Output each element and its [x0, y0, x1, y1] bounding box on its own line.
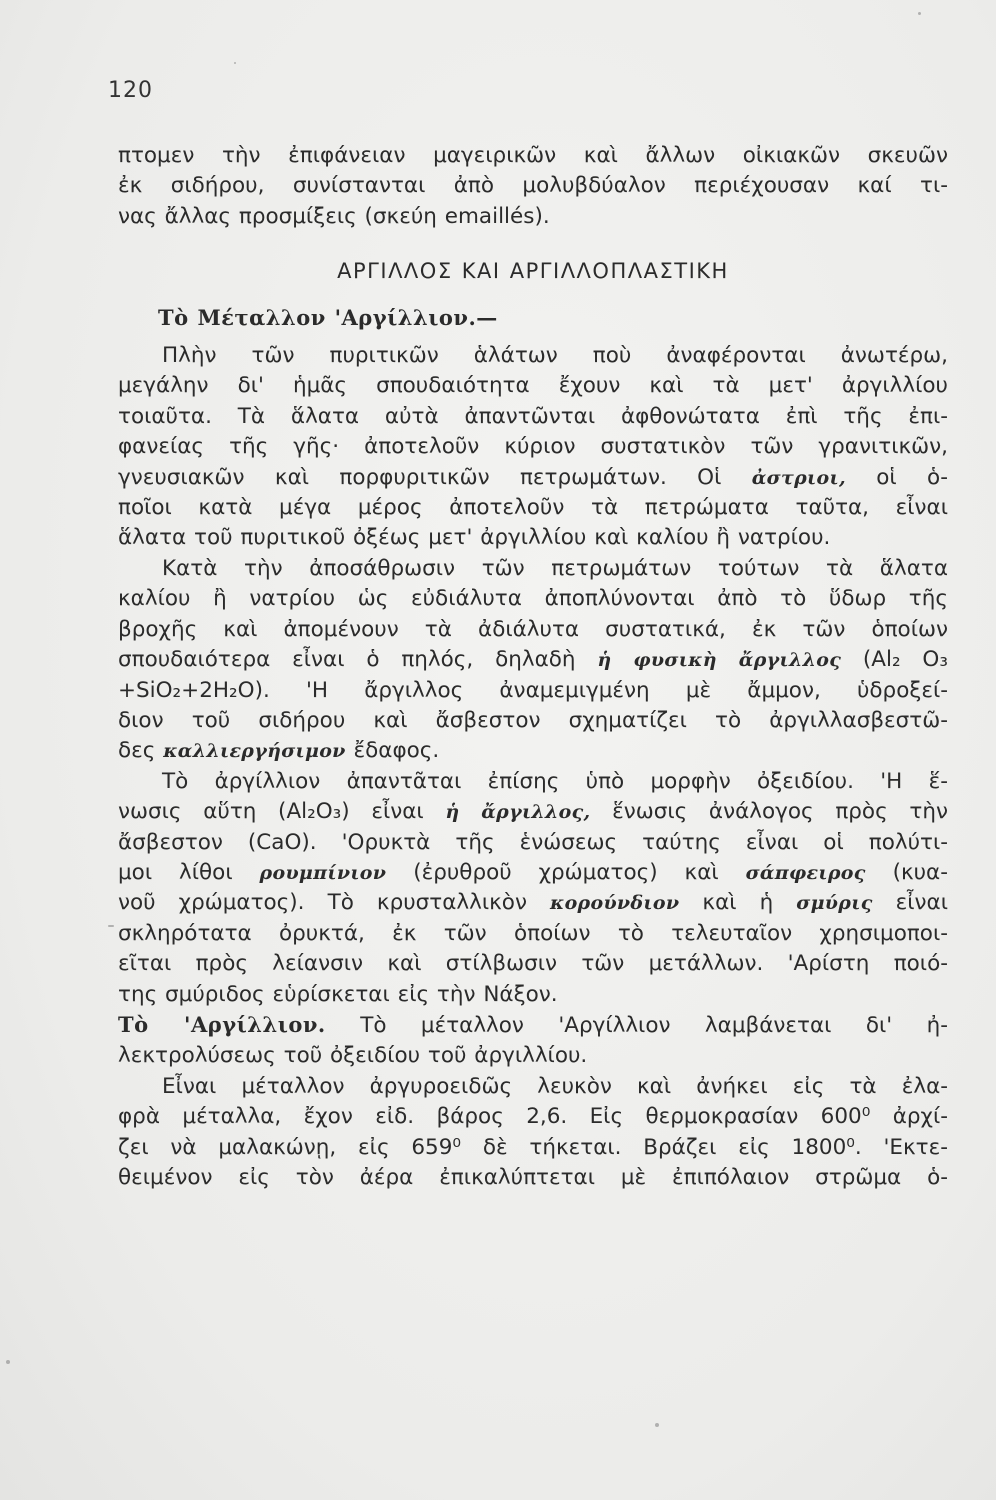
term-smyris: σμύρις — [796, 892, 873, 915]
text-segment: μοι λίθοι — [118, 859, 233, 885]
text-line — [118, 736, 948, 766]
text-line: τοιαῦτα. Τὰ ἅλατα αὐτὰ ἀπαντῶνται ἀφθονώτατα ἐπὶ τῆς ἐπι- — [118, 403, 948, 429]
text-line: μεγάλην δι' ἡμᾶς σπουδαιότητα ἔχουν καὶ τὰ μετ' ἀργιλλίου — [118, 373, 948, 399]
text-line — [118, 797, 948, 827]
text-line: βροχῆς καὶ ἀπομένουν τὰ ἀδιάλυτα συστατικά, ἐκ τῶν ὁποίων — [118, 616, 948, 642]
text-line: πτομεν τὴν ἐπιφάνειαν μαγειρικῶν καὶ ἄλλων οἰκιακῶν σκευῶν — [118, 143, 948, 168]
term-korountion: κορούνδιον — [550, 892, 680, 915]
text-line: εῖται πρὸς λείανσιν καὶ στίλβωσιν τῶν μετάλλων. 'Αρίστη ποιό- — [118, 951, 948, 977]
text-line: ζει νὰ μαλακώνῃ, εἰς 659⁰ δὲ τήκεται. Βράζει εἰς 1800⁰. 'Εκτε- — [118, 1134, 948, 1160]
text-segment: σπουδαιότερα εἶναι ὁ πηλός, δηλαδὴ — [118, 647, 576, 673]
chemical-formula: (Al₂ O₃ — [862, 647, 948, 673]
text-segment: νοῦ χρώματος). Τὸ κρυσταλλικὸν — [118, 890, 527, 916]
subheading-mineral: Τὸ Μέταλλον 'Αργίλλιον.— — [158, 304, 498, 330]
print-speck — [108, 925, 114, 927]
text-line — [118, 888, 948, 918]
text-line: θειμένον εἰς τὸν ἀέρα ἐπικαλύπτεται μὲ ἐπιπόλαιον στρῶμα ὁ- — [118, 1165, 948, 1190]
text-line: διον τοῦ σιδήρου καὶ ἄσβεστον σχηματίζει τὸ ἀργιλλασβεστῶ- — [118, 707, 948, 733]
text-line — [118, 645, 948, 675]
text-line: Τὸ ἀργίλλιον ἀπαντᾶται ἐπίσης ὑπὸ μορφὴν ὀξειδίου. 'Η ἕ- — [162, 768, 948, 794]
text-segment: εἶναι — [895, 890, 948, 916]
print-speck — [918, 12, 921, 15]
page-body — [118, 141, 948, 1193]
text-line: Πλὴν τῶν πυριτικῶν ἁλάτων ποὺ ἀναφέρονται ἀνωτέρω, — [162, 343, 948, 369]
text-segment: ἔδαφος. — [353, 738, 440, 764]
text-line: ἐκ σιδήρου, συνίστανται ἀπὸ μολυβδύαλον περιέχουσαν καί τι- — [118, 173, 948, 199]
text-line: φρὰ μέταλλα, ἔχον εἰδ. βάρος 2,6. Εἰς θερμοκρασίαν 600⁰ ἀρχί- — [118, 1104, 948, 1130]
text-line: ποῖοι κατὰ μέγα μέρος ἀποτελοῦν τὰ πετρώματα ταῦτα, εἶναι — [118, 495, 948, 521]
text-line: φανείας τῆς γῆς· ἀποτελοῦν κύριον συστατικὸν τῶν γρανιτικῶν, — [118, 434, 948, 460]
text-line: ἅλατα τοῦ πυριτικοῦ ὀξέως μετ' ἀργιλλίου καὶ καλίου ἢ νατρίου. — [118, 525, 831, 551]
text-line: Κατὰ τὴν ἀποσάθρωσιν τῶν πετρωμάτων τούτων τὰ ἅλατα — [162, 555, 948, 581]
text-line: της σμύριδος εὑρίσκεται εἰς τὴν Νάξον. — [118, 981, 558, 1007]
term-roumpinion: ρουμπίνιον — [259, 861, 387, 884]
text-line — [118, 1010, 948, 1041]
text-segment: οἱ ὁ- — [876, 464, 948, 490]
text-segment: (ἐρυθροῦ χρώματος) καὶ — [413, 859, 719, 885]
term-argillos: ἡ ἄργιλλος, — [445, 801, 591, 824]
text-line — [118, 463, 948, 493]
text-line — [118, 858, 948, 888]
term-asterioi: ἀστριοι, — [751, 466, 846, 489]
text-line: σκληρότατα ὀρυκτά, ἐκ τῶν ὁποίων τὸ τελευταῖον χρησιμοποι- — [118, 920, 948, 946]
text-line: +SiO₂+2H₂O). 'Η ἄργιλλος ἀναμεμιγμένη μὲ ἄμμον, ὑδροξεί- — [118, 677, 948, 703]
page-number: 120 — [108, 78, 153, 103]
text-line: λεκτρολύσεως τοῦ ὀξειδίου τοῦ ἀργιλλίου. — [118, 1043, 588, 1069]
text-line: ἄσβεστον (CaO). 'Ορυκτὰ τῆς ἑνώσεως ταύτης εἶναι οἱ πολύτι- — [118, 829, 948, 855]
text-line: νας ἄλλας προσμίξεις (σκεύη emaillés). — [118, 203, 550, 229]
text-segment: νωσις αὕτη (Al₂O₃) εἶναι — [118, 799, 424, 825]
term-kalliergisimon: καλλιεργήσιμον — [163, 740, 346, 763]
term-fysiki-argillos: ἡ φυσικὴ ἄργιλλος — [597, 649, 842, 672]
text-segment: (κυα- — [892, 859, 948, 885]
print-speck — [234, 62, 236, 64]
print-speck — [6, 1360, 10, 1364]
text-segment: δες — [118, 738, 156, 764]
subheading-metal: Τὸ 'Αργίλλιον. — [118, 1011, 326, 1037]
term-sapfeiros: σάπφειρος — [745, 861, 866, 884]
print-speck — [655, 1423, 659, 1427]
text-segment: γνευσιακῶν καὶ πορφυριτικῶν πετρωμάτων. Οἱ — [118, 464, 722, 490]
text-line: καλίου ἢ νατρίου ὡς εὐδιάλυτα ἀποπλύνονται ἀπὸ τὸ ὕδωρ τῆς — [118, 586, 948, 612]
text-segment: Τὸ μέταλλον 'Αργίλλιον λαμβάνεται δι' ἠ- — [360, 1012, 948, 1038]
text-segment: καὶ ἡ — [702, 890, 774, 916]
text-line: Εἶναι μέταλλον ἀργυροειδῶς λευκὸν καὶ ἀνήκει εἰς τὰ ἐλα- — [162, 1073, 948, 1099]
text-segment: ἕνωσις ἀνάλογος πρὸς τὴν — [612, 799, 948, 825]
section-title: ΑΡΓΙΛΛΟΣ ΚΑΙ ΑΡΓΙΛΛΟΠΛΑΣΤΙΚΗ — [337, 259, 729, 284]
